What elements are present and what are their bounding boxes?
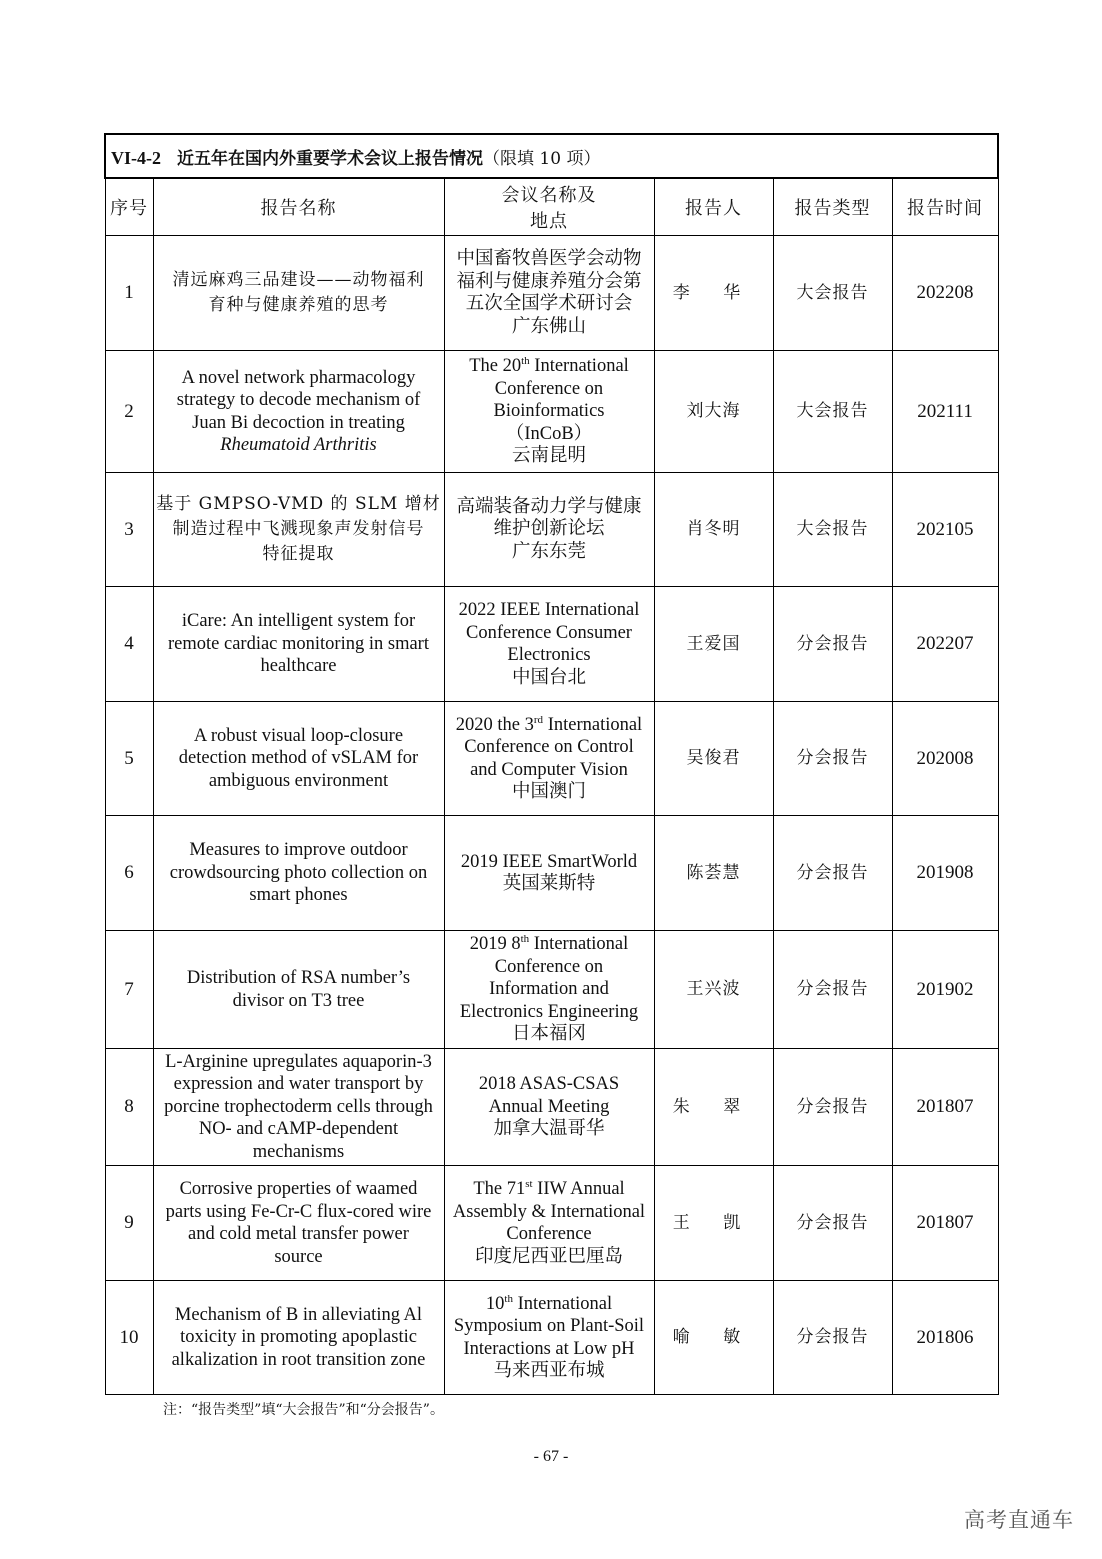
cell-time: 202105 bbox=[892, 473, 998, 587]
cell-reporter: 吴俊君 bbox=[654, 702, 773, 816]
cell-report-name-line: 基于 GMPSO-VMD 的 SLM 增材 bbox=[156, 494, 441, 514]
cell-report-name-line: Distribution of RSA number’s bbox=[186, 968, 411, 988]
cell-time: 201807 bbox=[892, 1166, 998, 1281]
cell-type: 分会报告 bbox=[773, 816, 892, 931]
cell-meeting-line: Assembly & International bbox=[452, 1201, 646, 1222]
cell-report-name-line: Rheumatoid Arthritis bbox=[220, 435, 377, 455]
cell-meeting-line: The 71st IIW Annual bbox=[473, 1178, 625, 1199]
cell-meeting-line: Conference Consumer bbox=[466, 622, 632, 643]
cell-reporter: 肖冬明 bbox=[654, 473, 773, 587]
cell-type: 分会报告 bbox=[773, 702, 892, 816]
cell-report-name-line: healthcare bbox=[260, 656, 337, 677]
header-reporter: 报告人 bbox=[654, 178, 773, 236]
cell-time: 201902 bbox=[892, 931, 998, 1049]
cell-time: 201908 bbox=[892, 816, 998, 931]
header-type: 报告类型 bbox=[773, 178, 892, 236]
cell-meeting-line: 日本福冈 bbox=[511, 1024, 586, 1045]
cell-report-name bbox=[153, 473, 444, 587]
cell-report-name-line: divisor on T3 tree bbox=[232, 990, 365, 1011]
cell-report-name-line: Mechanism of B in alleviating Al bbox=[174, 1304, 423, 1325]
cell-report-name-line: NO- and cAMP-dependent bbox=[198, 1119, 399, 1140]
table-row bbox=[105, 702, 998, 816]
header-seq: 序号 bbox=[105, 178, 153, 236]
cell-time: 202207 bbox=[892, 587, 998, 702]
cell-report-name-line: source bbox=[274, 1246, 323, 1267]
cell-meeting bbox=[444, 351, 654, 473]
cell-meeting bbox=[444, 702, 654, 816]
cell-meeting-line: 广东东莞 bbox=[511, 541, 586, 562]
cell-report-name-line: porcine trophectoderm cells through bbox=[164, 1096, 433, 1117]
cell-report-name bbox=[153, 1281, 444, 1395]
cell-meeting-line: Conference on Control bbox=[464, 737, 634, 757]
cell-report-name-line: 清远麻鸡三品建设——动物福利 bbox=[172, 270, 425, 290]
cell-meeting-line: 加拿大温哥华 bbox=[493, 1119, 605, 1140]
cell-type: 大会报告 bbox=[773, 473, 892, 587]
cell-meeting-line: 2019 IEEE SmartWorld bbox=[460, 851, 638, 872]
cell-report-name-line: ambiguous environment bbox=[208, 770, 389, 791]
table-row bbox=[105, 473, 998, 587]
cell-meeting-line: 广东佛山 bbox=[511, 316, 586, 337]
cell-report-name bbox=[153, 702, 444, 816]
cell-meeting-line: Annual Meeting bbox=[488, 1096, 610, 1117]
cell-meeting-line: and Computer Vision bbox=[470, 759, 628, 780]
cell-meeting-line: 高端装备动力学与健康 bbox=[456, 496, 642, 517]
cell-seq: 1 bbox=[105, 236, 153, 351]
cell-meeting bbox=[444, 587, 654, 702]
cell-meeting bbox=[444, 1049, 654, 1166]
cell-seq: 7 bbox=[105, 931, 153, 1049]
cell-report-name-line: A robust visual loop-closure bbox=[193, 725, 404, 746]
cell-meeting bbox=[444, 816, 654, 931]
cell-report-name-line: Measures to improve outdoor bbox=[189, 840, 408, 861]
cell-meeting bbox=[444, 1281, 654, 1395]
cell-meeting-line: 2018 ASAS-CSAS bbox=[478, 1074, 620, 1095]
cell-meeting-line: 中国畜牧兽医学会动物 bbox=[456, 249, 642, 269]
cell-meeting-line: 2020 the 3rd International bbox=[455, 713, 643, 735]
cell-report-name-line: Corrosive properties of waamed bbox=[179, 1179, 418, 1199]
cell-meeting-line: 10th International bbox=[485, 1292, 613, 1314]
cell-meeting-line: Information and bbox=[489, 979, 609, 1000]
cell-meeting bbox=[444, 1166, 654, 1281]
section-title-cell bbox=[105, 134, 998, 178]
section-note: （限填 10 项） bbox=[483, 148, 601, 169]
cell-report-name bbox=[153, 351, 444, 473]
cell-report-name bbox=[153, 587, 444, 702]
cell-meeting-line: Electronics bbox=[507, 645, 591, 665]
cell-report-name-line: remote cardiac monitoring in smart bbox=[168, 633, 429, 654]
cell-meeting-line: 2019 8th International bbox=[469, 933, 629, 955]
section-code: VI-4-2 bbox=[111, 147, 161, 168]
cell-seq: 5 bbox=[105, 702, 153, 816]
cell-seq: 6 bbox=[105, 816, 153, 931]
cell-meeting bbox=[444, 473, 654, 587]
cell-time: 202111 bbox=[892, 351, 998, 473]
table-row bbox=[105, 931, 998, 1049]
cell-type: 大会报告 bbox=[773, 236, 892, 351]
cell-meeting-line: Interactions at Low pH bbox=[463, 1338, 635, 1359]
cell-report-name-line: mechanisms bbox=[252, 1141, 345, 1162]
cell-reporter: 李 华 bbox=[654, 236, 773, 351]
cell-report-name-line: detection method of vSLAM for bbox=[178, 748, 419, 769]
cell-report-name-line: 制造过程中飞溅现象声发射信号 bbox=[172, 519, 425, 539]
cell-reporter: 陈荟慧 bbox=[654, 816, 773, 931]
cell-report-name bbox=[153, 1049, 444, 1166]
cell-meeting-line: （InCoB） bbox=[505, 423, 593, 444]
cell-meeting bbox=[444, 236, 654, 351]
cell-reporter: 喻 敏 bbox=[654, 1281, 773, 1395]
table-row bbox=[105, 1281, 998, 1395]
header-meeting-line: 地点 bbox=[530, 211, 568, 232]
cell-type: 分会报告 bbox=[773, 587, 892, 702]
cell-type: 分会报告 bbox=[773, 931, 892, 1049]
cell-report-name-line: and cold metal transfer power bbox=[188, 1224, 409, 1244]
cell-report-name-line: 育种与健康养殖的思考 bbox=[208, 295, 389, 315]
table-row bbox=[105, 351, 998, 473]
cell-seq: 2 bbox=[105, 351, 153, 473]
cell-seq: 8 bbox=[105, 1049, 153, 1166]
cell-report-name-line: A novel network pharmacology bbox=[181, 367, 416, 388]
cell-meeting-line: 维护创新论坛 bbox=[493, 519, 605, 540]
cell-meeting-line: 福利与健康养殖分会第 bbox=[456, 271, 642, 292]
cell-type: 分会报告 bbox=[773, 1166, 892, 1281]
header-meeting bbox=[444, 178, 654, 236]
cell-seq: 4 bbox=[105, 587, 153, 702]
header-row bbox=[105, 178, 998, 236]
cell-seq: 9 bbox=[105, 1166, 153, 1281]
cell-meeting-line: 五次全国学术研讨会 bbox=[465, 294, 633, 314]
cell-meeting-line: 中国台北 bbox=[511, 667, 586, 688]
cell-report-name-line: toxicity in promoting apoplastic bbox=[180, 1327, 417, 1348]
cell-report-name-line: Juan Bi decoction in treating bbox=[192, 412, 405, 433]
table-row bbox=[105, 1166, 998, 1281]
section-title-row bbox=[105, 134, 998, 178]
cell-report-name-line: L-Arginine upregulates aquaporin-3 bbox=[165, 1051, 432, 1072]
page-number: - 67 - bbox=[533, 1448, 569, 1465]
watermark: 高考直通车 bbox=[964, 1508, 1074, 1532]
cell-meeting-line: Conference on bbox=[494, 956, 604, 977]
cell-time: 201806 bbox=[892, 1281, 998, 1395]
cell-reporter: 朱 翠 bbox=[654, 1049, 773, 1166]
cell-meeting-line: Bioinformatics bbox=[493, 401, 605, 422]
cell-reporter: 王爱国 bbox=[654, 587, 773, 702]
table-body bbox=[105, 134, 998, 1395]
cell-type: 大会报告 bbox=[773, 351, 892, 473]
cell-report-name-line: strategy to decode mechanism of bbox=[176, 390, 421, 410]
cell-meeting-line: 云南昆明 bbox=[511, 446, 586, 467]
cell-meeting-line: Symposium on Plant-Soil bbox=[453, 1316, 645, 1336]
cell-seq: 3 bbox=[105, 473, 153, 587]
cell-reporter: 刘大海 bbox=[654, 351, 773, 473]
table-row bbox=[105, 1049, 998, 1166]
table-row bbox=[105, 816, 998, 931]
cell-time: 201807 bbox=[892, 1049, 998, 1166]
cell-meeting-line: The 20th International bbox=[469, 355, 629, 377]
header-name: 报告名称 bbox=[153, 178, 444, 236]
cell-report-name-line: expression and water transport by bbox=[173, 1074, 424, 1095]
cell-meeting-line: Electronics Engineering bbox=[459, 1001, 639, 1022]
cell-meeting-line: 中国澳门 bbox=[511, 782, 586, 802]
cell-meeting-line: 2022 IEEE International bbox=[458, 600, 640, 620]
conference-report-table bbox=[104, 133, 999, 1395]
cell-report-name bbox=[153, 1166, 444, 1281]
cell-type: 分会报告 bbox=[773, 1281, 892, 1395]
cell-report-name-line: alkalization in root transition zone bbox=[171, 1349, 426, 1370]
table-row bbox=[105, 587, 998, 702]
cell-type: 分会报告 bbox=[773, 1049, 892, 1166]
header-meeting-line: 会议名称及 bbox=[501, 185, 597, 206]
cell-report-name bbox=[153, 236, 444, 351]
footnote: 注：“报告类型”填“大会报告”和“分会报告”。 bbox=[163, 1402, 444, 1418]
cell-meeting-line: 印度尼西亚巴厘岛 bbox=[474, 1246, 623, 1267]
table-row bbox=[105, 236, 998, 351]
cell-report-name-line: 特征提取 bbox=[262, 544, 335, 564]
cell-report-name-line: crowdsourcing photo collection on bbox=[169, 862, 428, 883]
cell-report-name-line: parts using Fe-Cr-C flux-cored wire bbox=[165, 1201, 432, 1222]
cell-report-name-line: smart phones bbox=[249, 885, 348, 906]
cell-time: 202208 bbox=[892, 236, 998, 351]
section-title: 近五年在国内外重要学术会议上报告情况 bbox=[177, 148, 483, 169]
header-time: 报告时间 bbox=[892, 178, 998, 236]
cell-reporter: 王兴波 bbox=[654, 931, 773, 1049]
cell-meeting-line: 英国莱斯特 bbox=[502, 874, 596, 894]
cell-seq: 10 bbox=[105, 1281, 153, 1395]
cell-time: 202008 bbox=[892, 702, 998, 816]
cell-meeting-line: Conference on bbox=[494, 378, 604, 399]
cell-reporter: 王 凯 bbox=[654, 1166, 773, 1281]
cell-meeting-line: Conference bbox=[506, 1224, 592, 1244]
cell-report-name-line: iCare: An intelligent system for bbox=[181, 611, 416, 632]
cell-report-name bbox=[153, 816, 444, 931]
cell-meeting bbox=[444, 931, 654, 1049]
cell-report-name bbox=[153, 931, 444, 1049]
cell-meeting-line: 马来西亚布城 bbox=[493, 1361, 605, 1381]
